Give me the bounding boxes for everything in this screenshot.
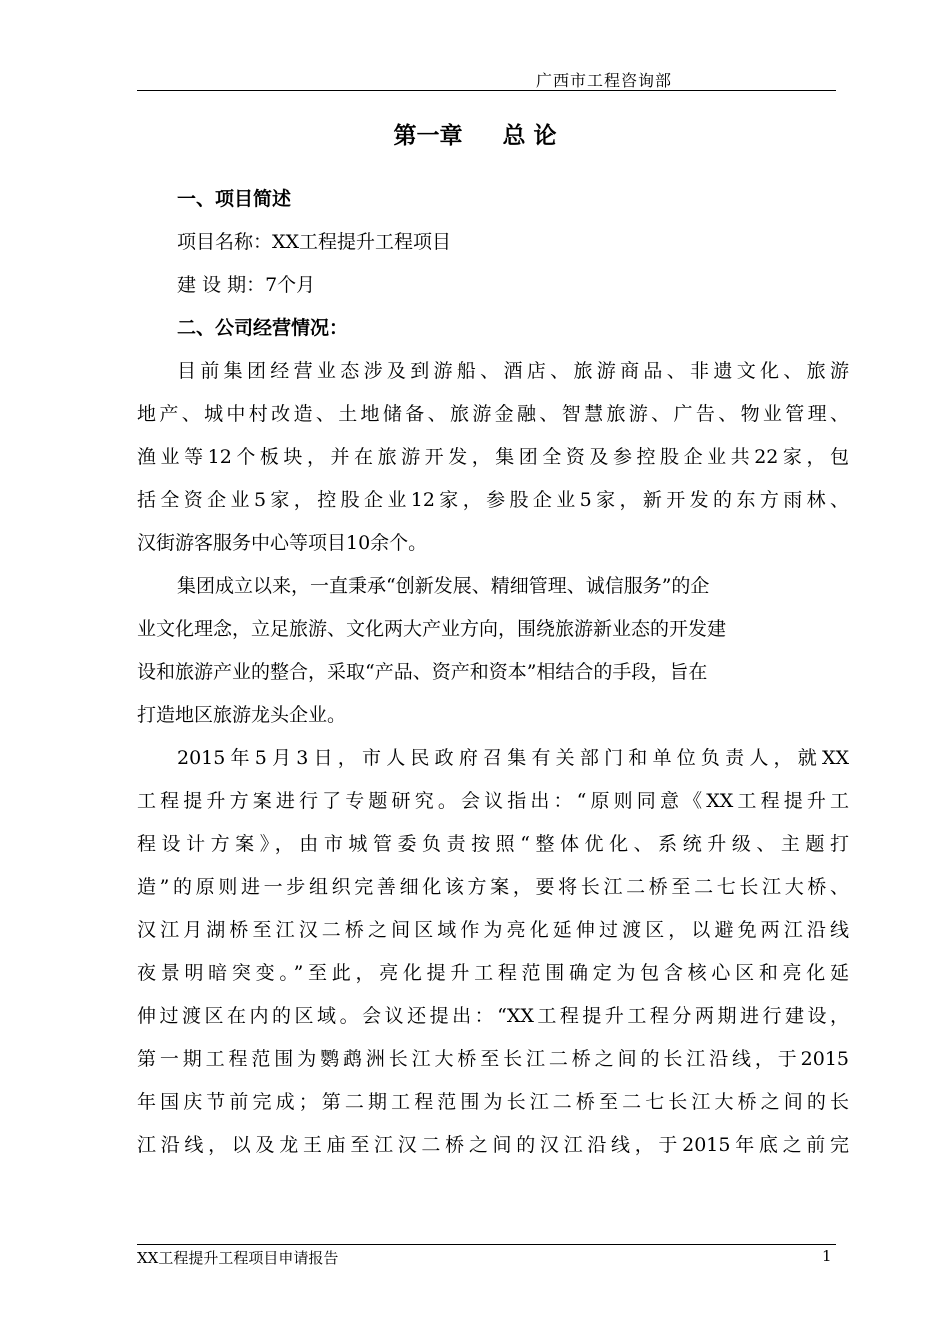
header-divider	[137, 90, 836, 91]
document-body	[137, 178, 849, 1167]
section-heading: 一、项目简述	[177, 188, 292, 210]
paragraph-line: 程设计方案》，由市城管委负责按照“整体优化、系统升级、主题打	[137, 833, 849, 855]
chapter-number: 第一章	[393, 123, 463, 149]
paragraph-line: 渔业等12个板块，并在旅游开发，集团全资及参控股企业共22家，包	[137, 446, 849, 468]
page-number: 1	[822, 1247, 832, 1265]
paragraph-line: 工程提升方案进行了专题研究。会议指出：“原则同意《XX工程提升工	[137, 790, 849, 812]
paragraph-line: 江沿线，以及龙王庙至江汉二桥之间的汉江沿线，于2015年底之前完	[137, 1134, 849, 1156]
paragraph-meeting	[137, 737, 849, 1167]
paragraph-line: 设和旅游产业的整合，采取“产品、资产和资本”相结合的手段，旨在	[137, 661, 708, 683]
chapter-title	[0, 117, 950, 150]
chapter-name: 总 论	[502, 123, 557, 149]
section-heading: 二、公司经营情况：	[177, 317, 349, 339]
paragraph-line: 2015年5月3日，市人民政府召集有关部门和单位负责人，就XX	[177, 747, 849, 769]
paragraph-line: 括全资企业5家，控股企业12家，参股企业5家，新开发的东方雨林、	[137, 489, 849, 511]
paragraph-line: 业文化理念，立足旅游、文化两大产业方向，围绕旅游新业态的开发建	[137, 618, 727, 640]
paragraph-line: 地产、城中村改造、土地储备、旅游金融、智慧旅游、广告、物业管理、	[137, 403, 849, 425]
paragraph-line: 汉江月湖桥至江汉二桥之间区域作为亮化延伸过渡区，以避免两江沿线	[137, 919, 849, 941]
paragraph-philosophy	[137, 565, 849, 737]
paragraph-line: 年国庆节前完成；第二期工程范围为长江二桥至二七长江大桥之间的长	[137, 1091, 849, 1113]
paragraph-business	[137, 350, 849, 565]
footer-doc-title: XX工程提升工程项目申请报告	[137, 1249, 339, 1267]
project-name-line: 项目名称：XX工程提升工程项目	[177, 231, 452, 253]
header-org: 广西市工程咨询部	[536, 71, 673, 90]
paragraph-line: 打造地区旅游龙头企业。	[137, 704, 347, 726]
paragraph-line: 伸过渡区在内的区域。会议还提出：“XX工程提升工程分两期进行建设，	[137, 1005, 849, 1027]
paragraph-line: 造”的原则进一步组织完善细化该方案，要将长江二桥至二七长江大桥、	[137, 876, 849, 898]
paragraph-line: 汉街游客服务中心等项目10余个。	[137, 532, 428, 554]
construction-period-line: 建 设 期：7个月	[177, 274, 316, 296]
footer-divider	[137, 1244, 836, 1245]
paragraph-line: 第一期工程范围为鹦鹉洲长江大桥至长江二桥之间的长江沿线，于2015	[137, 1048, 849, 1070]
paragraph-line: 集团成立以来，一直秉承“创新发展、精细管理、诚信服务”的企	[177, 575, 710, 597]
paragraph-line: 夜景明暗突变。”至此，亮化提升工程范围确定为包含核心区和亮化延	[137, 962, 849, 984]
paragraph-line: 目前集团经营业态涉及到游船、酒店、旅游商品、非遗文化、旅游	[177, 360, 849, 382]
